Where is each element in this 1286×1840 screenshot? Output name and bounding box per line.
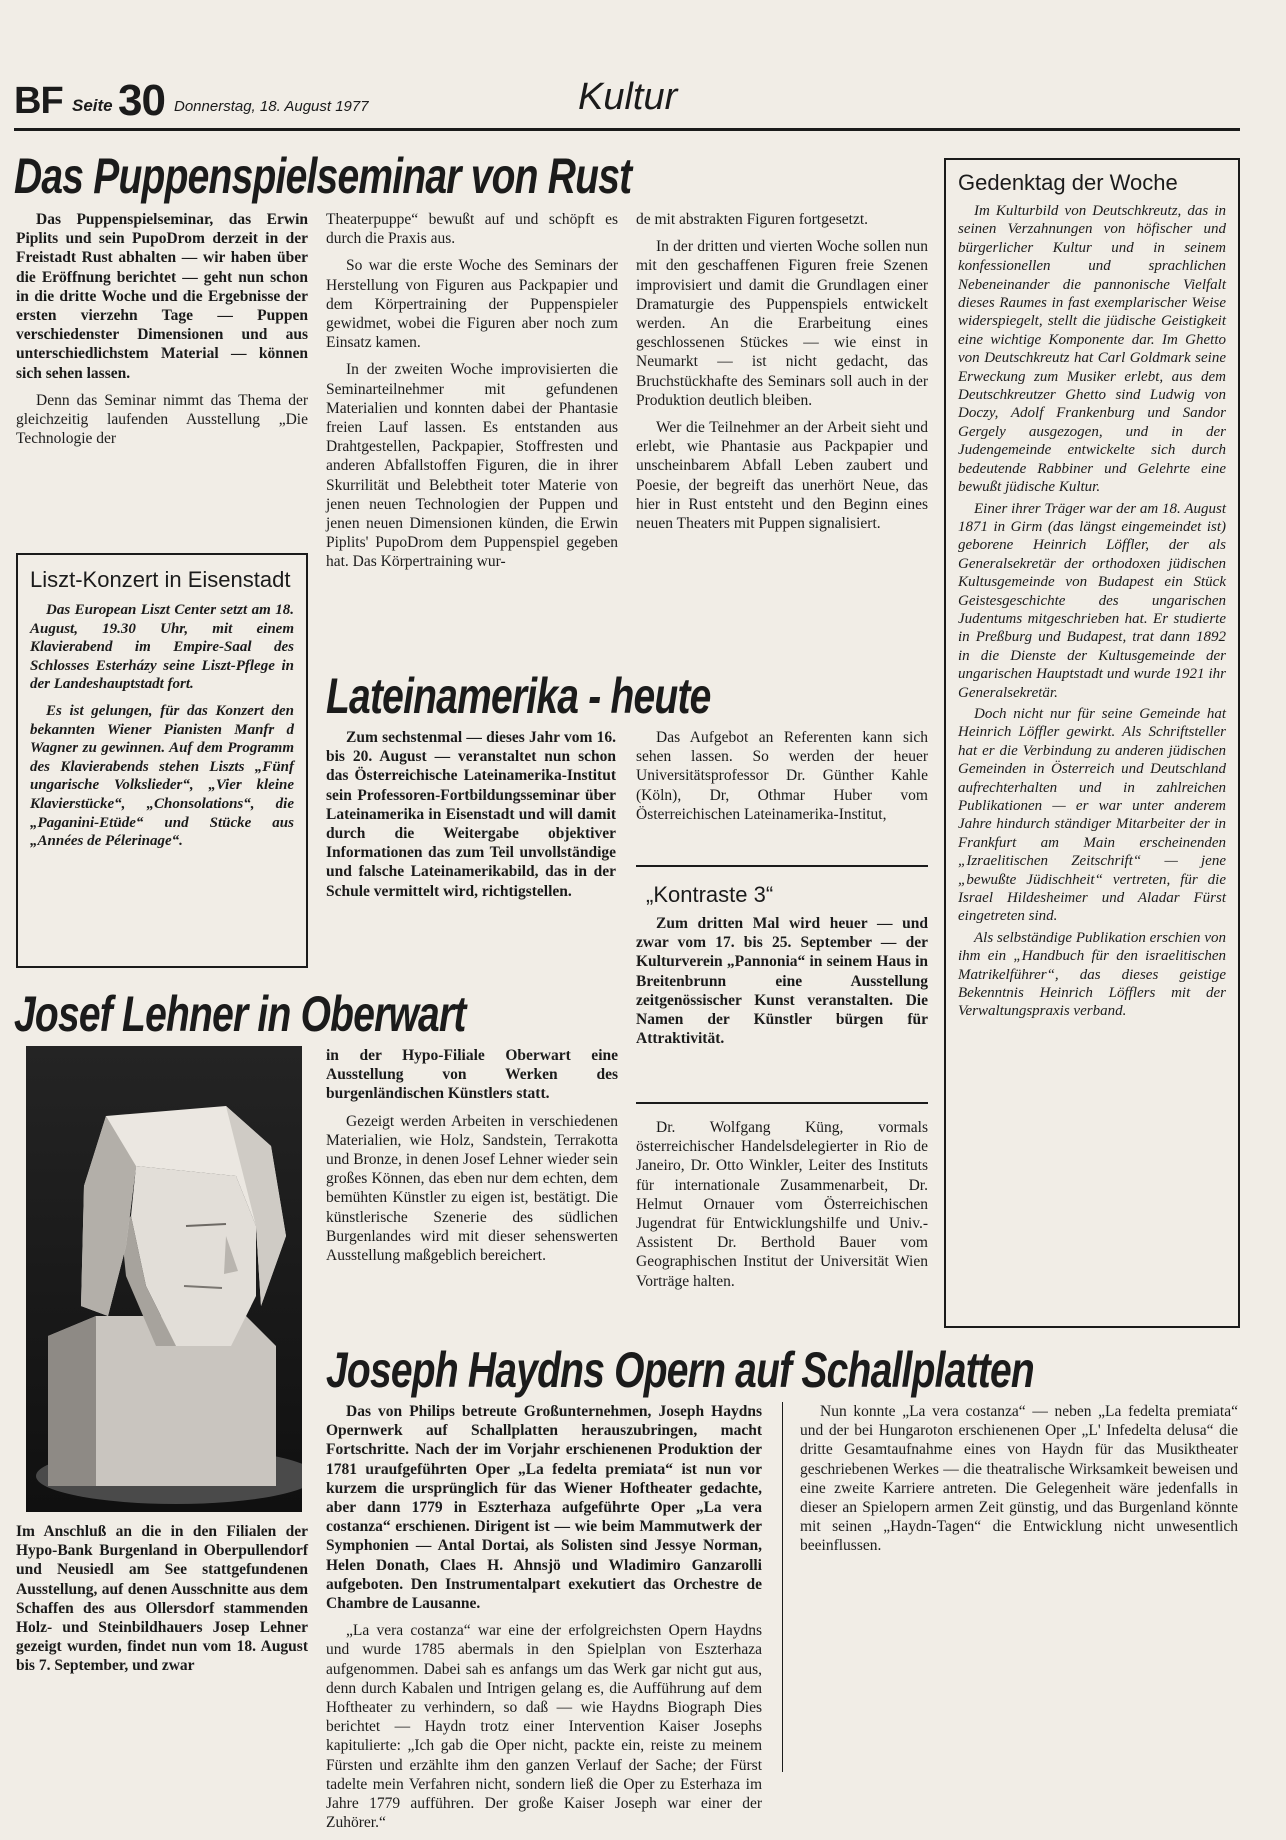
latein-col-1 [326,728,616,909]
latein-lead: Zum sechstenmal — dieses Jahr vom 16. bis 20. August — veranstaltet nun schon das Österreichische Lateinamerika-Institut sein Professoren-Fortbildungsseminar über Lateinamerika in Eisenstadt und will damit durch die Weitergabe objektiver Informationen das zum Teil unvollständige und falsche Lateinamerikabild, das in der Schule vermittelt wird, richtigstellen. [326,729,616,900]
gedenktag-title: Gedenktag der Woche [958,170,1178,195]
kontraste-title: „Kontraste 3“ [646,882,774,907]
sculpture-photo [26,1046,302,1512]
puppen-paragraph: In der zweiten Woche improvisierten die Seminarteilnehmer mit gefundenen Materialien und konnten dabei der Phantasie freien Lauf lassen. Es entstanden aus Drahtgestellen, Packpapier, Stoffresten und anderen Abfallstoffen Figuren, die in ihrer Skurrilität und Belebtheit toter Materie von jenen neuen Technologien der Puppen und jenen neuen Dimensionen künden, die Erwin Piplits' PupoDrom dem Puppenspiel gegeben hat. Das Körpertraining wur- [326,361,618,571]
lehner-headline: Josef Lehner in Oberwart [14,986,466,1042]
gedenktag-paragraph: Doch nicht nur für seine Gemeinde hat Heinrich Löffler gewirkt. Als Schriftsteller hat er die Verbindung zu anderen jüdischen Gemeinden in Österreich und Deutschland aufrechterhalten und in zahlreichen Publikationen — er war unter anderem Jahre hindurch ständiger Mitarbeiter der in Frankfurt am Main erscheinenden „Izraelitischen Zeitschrift“ — jene „bewußte Jüdischheit“ vertreten, für die Israel Hildesheimer und Aladar Fürst eingetreten sind. [958,705,1226,925]
lehner-lead: in der Hypo-Filiale Oberwart eine Ausstellung von Werken des burgenländischen Künstlers statt. [326,1047,618,1103]
gedenktag-paragraph: Einer ihrer Träger war der am 18. August 1871 in Girm (das längst eingemeindet ist) geborene Heinrich Löffler, der als Generalsekretär der orthodoxen jüdischen Kultusgemeinde von Budapest ein Stück Geistesgeschichte des ungarischen Judentums mitgeschrieben hat. Er studierte in Preßburg und Budapest, trat dann 1892 in die Dienste der Kultusgemeinde der ungarischen Hauptstadt und wurde 1921 ihr Generalsekretär. [958,500,1226,701]
masthead-rule [14,128,1240,131]
gedenktag-box [944,158,1240,1328]
puppen-headline: Das Puppenspielseminar von Rust [14,148,632,204]
lehner-photo-text: Im Anschluß an die in den Filialen der Hypo-Bank Burgenland in Oberpullendorf und Neusiedl am See stattgefundenen Ausstellung, auf denen Ausschnitte aus dem Schaffen des aus Ollersdorf stammenden Holz- und Steinbildhauers Josep Lehner gezeigt wurden, findet nun vom 18. August bis 7. September, und zwar [16,1523,308,1675]
gedenktag-paragraph: Im Kulturbild von Deutschkreutz, das in seinen Verzahnungen von höfischer und bürgerlicher Kultur und in seinem konfessionellen und sprachlichen Nebeneinander die pannonische Vielfalt dieses Raumes in fast exemplarischer Weise widerspiegelt, stellt die jüdische Geistigkeit eine wichtige Komponente dar. Im Ghetto von Deutschkreutz hat Carl Goldmark seine Erweckung zum Musiker erlebt, aus dem Deutschkreutzer Ghetto sind Ludwig von Doczy, Adolf Frankenburg und Sandor Gergely ausgezogen, und in der Judengemeinde entwickelte sich durch bedeutende Rabbiner und Gelehrte eine bewußt jüdische Kultur. [958,203,1226,496]
latein-col-2 [636,728,928,832]
latein-paragraph: Dr. Wolfgang Küng, vormals österreichischer Handelsdelegierter in Rio de Janeiro, Dr. Otto Winkler, Leiter des Instituts für internationale Zusammenarbeit, Dr. Helmut Ornauer vom Österreichischen Jugendrat für Entwicklungshilfe und Univ.-Assistent Dr. Berthold Bauer vom Geographischen Institut der Universität Wien Vorträge halten. [636,1119,928,1290]
kontraste-text: Zum dritten Mal wird heuer — und zwar vom 17. bis 25. September — der Kulturverein „Pannonia“ in seinem Haus in Breitenbrunn eine Ausstellung zeitgenössischer Kunst veranstalten. Die Namen der Künstler bürgen für Attraktivität. [636,915,928,1048]
puppen-paragraph: Theaterpuppe“ bewußt auf und schöpft es durch die Praxis aus. [326,211,618,248]
haydn-headline: Joseph Haydns Opern auf Schallplatten [326,1342,1034,1398]
issue-date: Donnerstag, 18. August 1977 [174,98,369,115]
masthead-seite-label: Seite [72,96,113,115]
lehner-col-1 [16,1522,308,1684]
masthead [14,72,1242,130]
puppen-paragraph: In der dritten und vierten Woche sollen nun mit den geschaffenen Figuren freie Szenen improvisiert und damit die Grundlagen einer Dramaturgie des Puppenspiels entwickelt werden. An die Erarbeitung eines geschlossenen Stückes — wie einst in Neumarkt — ist nicht gedacht, das Bruchstückhafte des Seminars soll auch in der Produktion deutlich bleiben. [636,238,928,409]
puppen-lead: Das Puppenspielseminar, das Erwin Piplits und sein PupoDrom derzeit in der Freistadt Rust abhalten — wir haben über die Eröffnung berichtet — geht nun schon in die dritte Woche und die Ergebnisse der ersten vierzehn Tage — Puppen verschiedenster Dimensionen und aus unterschiedlichstem Material — können sich sehen lassen. [16,211,308,382]
liszt-box [16,553,308,968]
page-number: 30 [118,76,165,125]
masthead-logo: BF [14,80,63,122]
latein-headline: Lateinamerika - heute [326,668,711,724]
haydn-paragraph: „La vera costanza“ war eine der erfolgreichsten Opern Haydns und wurde 1785 abermals in den Spielplan von Eszterhaza aufgenommen. Dabei sah es anfangs um das Werk gar nicht gut aus, denn durch Kabalen und Intrigen gelang es, die Aufführung auf dem Hoftheater zu verhindern, so daß — wie Haydns Biograph Dies berichtet — Haydn trotz einer Intervention Kaiser Josephs kapitulierte: „Ich gab die Oper nicht, packte ein, reiste zu meinem Fürsten und erzählte ihm den ganzen Verlauf der Sache; der Fürst tadelte mein Verfahren nicht, sondern ließ die Oper zu Esterhaza im Jahre 1779 aufführen. Der große Kaiser Joseph war einer der Zuhörer.“ [326,1622,762,1832]
haydn-col-1 [326,1402,762,1840]
puppen-col-1 [16,210,308,456]
sculpture-bust-image [26,1046,302,1512]
section-title: Kultur [578,76,678,118]
latein-col-3 [636,1118,928,1299]
lehner-paragraph: Gezeigt werden Arbeiten in verschiedenen Materialien, wie Holz, Sandstein, Terrakotta und Bronze, in denen Josef Lehner wieder sein großes Können, das eben nur dem echten, dem bemühten Künstler zu eigen ist, bestätigt. Die künstlerische Szenerie des südlichen Burgenlandes wird mit dieser sehenswerten Ausstellung maßgeblich bereichert. [326,1112,618,1265]
haydn-paragraph: Nun konnte „La vera costanza“ — neben „La fedelta premiata“ und der bei Hungaroton erschienenen Oper „L' Infedelta delusa“ die dritte Gesamtaufnahme eines von Haydn für das Musiktheater geschriebenen Werkes — die theatralische Wirksamkeit beweisen und eine zweite Karriere antreten. Die Gelegenheit wäre jedenfalls in dieser an Spielopern armen Zeit günstig, und das Burgenland könnte mit seinen „Haydn-Tagen“ die Entwicklung nicht unwesentlich beeinflussen. [800,1403,1238,1555]
column-divider [782,1402,783,1772]
lehner-col-2 [326,1046,618,1273]
divider [636,1102,928,1104]
haydn-col-2 [800,1402,1238,1564]
puppen-paragraph: Denn das Seminar nimmt das Thema der gleichzeitig laufenden Ausstellung „Die Technologie der [16,391,308,448]
latein-paragraph: Das Aufgebot an Referenten kann sich sehen lassen. So werden der heuer Universitätsprofessor Dr. Günther Kahle (Köln), Dr, Othmar Huber vom Österreichischen Lateinamerika-Institut, [636,729,928,823]
puppen-paragraph: Wer die Teilnehmer an der Arbeit sieht und erlebt, wie Phantasie aus Packpapier und unscheinbarem Abfall Leben zaubert und Poesie, der begreift das unerhört Neue, das hier in Rust entsteht und den Beginn eines neuen Theaters mit Puppen signalisiert. [636,419,928,533]
liszt-title: Liszt-Konzert in Eisenstadt [30,567,291,592]
liszt-paragraph: Es ist gelungen, für das Konzert den bekannten Wiener Pianisten Manfr d Wagner zu gewinnen. Auf dem Programm des Klavierabends stehen Liszts „Fünf ungarische Volkslieder“, „Vier kleine Klavierstücke“, „Chonsolations“, die „Paganini-Etüde“ und Stücke aus „Années de Pélerinage“. [30,702,294,850]
liszt-paragraph: Das European Liszt Center setzt am 18. August, 19.30 Uhr, mit einem Klavierabend im Empire-Saal des Schlosses Esterházy seine Liszt-Pflege in der Landeshauptstadt fort. [30,602,294,693]
kontraste-col [636,914,928,1056]
gedenktag-paragraph: Als selbständige Publikation erschien von ihm ein „Handbuch für den israelitischen Matrikelführer“, das dieses geistige Bekenntnis Heinrich Löfflers mit der Verwaltungspraxis verband. [958,929,1226,1020]
divider [636,865,928,867]
puppen-paragraph: de mit abstrakten Figuren fortgesetzt. [636,211,869,228]
puppen-col-2 [326,210,618,580]
puppen-paragraph: So war die erste Woche des Seminars der Herstellung von Figuren aus Packpapier und dem Körpertraining der Puppenspieler gewidmet, wobei die Figuren aber noch zum Einsatz kamen. [326,257,618,352]
haydn-lead: Das von Philips betreute Großunternehmen, Joseph Haydns Opernwerk auf Schallplatten herauszubringen, macht Fortschritte. Nach der im Vorjahr erschienenen Produktion der 1781 uraufgeführten Oper „La fedelta premiata“ ist nun vor kurzem die ursprünglich für das Wiener Hoftheater gedachte, aber dann 1779 in Eszterhaza aufgeführte Oper „La vera costanza“ erschienen. Dirigent ist — wie beim Mammutwerk der Symphonien — Antal Dortai, als Solisten sind Jessye Norman, Helen Donath, Claes H. Ahnsjö und Wladimiro Ganzarolli aufgeboten. Den Instrumentalpart exekutiert das Orchestre de Chambre de Lausanne. [326,1403,762,1613]
puppen-col-3 [636,210,928,541]
